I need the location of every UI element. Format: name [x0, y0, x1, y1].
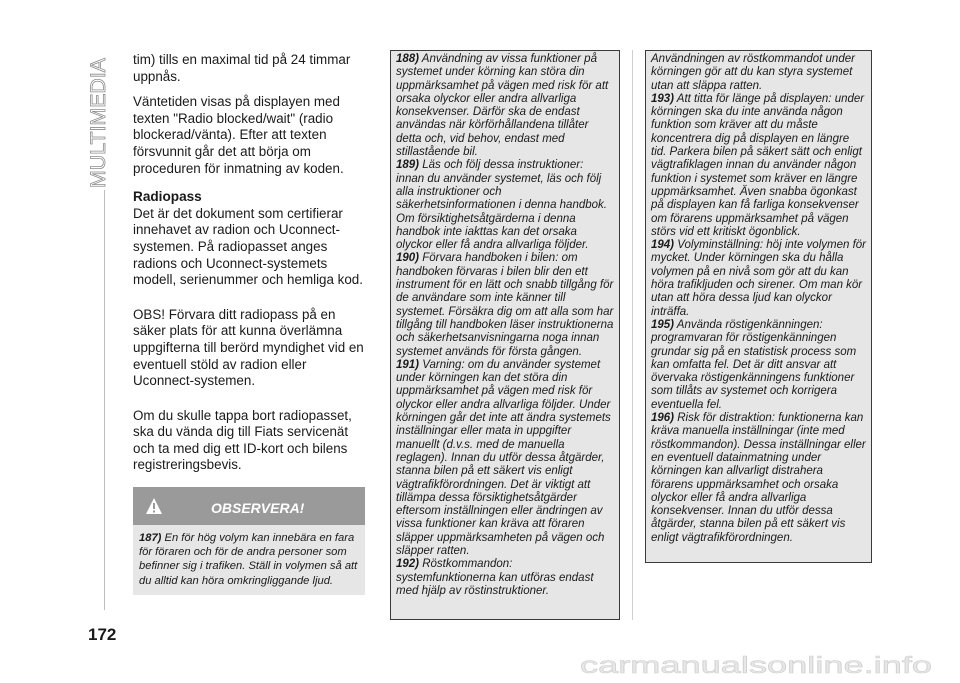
warning-item: [396, 252, 614, 358]
note-body: [139, 531, 363, 588]
warning-text: Använda röstigenkänningen: programvaran för röstigenkänningen grundar sig på en statistisk process som kan omfatta fel. Det är ditt ansvar att övervaka röstigenkänningens funktioner som tillåts av systemet och korrigera eventuella fel.: [651, 318, 857, 411]
warning-text: Att titta för länge på displayen: under körningen ska du inte använda någon funktion som kräver att du måste koncentrera dig på displayen en längre tid. Parkera bilen på säkert sätt och enligt vägtrafiklagen innan du använder någon funktion i systemet som kräver en längre uppmärksamhet. Även snabba ögonkast på displayen kan få farliga konsekvenser om förarens uppmärksamhet på vägen störs vid ett kritiskt ögonblick.: [651, 92, 865, 238]
note-number: 187): [139, 532, 162, 544]
paragraph: Väntetiden visas på displayen med texten "Radio blocked/wait" (radio blockerad/vänta). Efter att texten försvunnit går det att börja om proceduren för inmatning av koden.: [133, 94, 344, 176]
warning-text: Förvara handboken i bilen: om handboken förvaras i bilen blir den ett instrument för en lätt och snabb tillgång för de användare som inte känner till systemet. Försäkra dig om att alla som har tillgång till handboken läser instruktionerna och säkerhetsanvisningarna noga innan systemet används för första gången.: [396, 252, 614, 358]
section-title-text: MULTIMEDIA: [87, 60, 110, 188]
warning-box-1: [390, 50, 620, 620]
warning-icon: [145, 497, 163, 515]
watermark: [580, 652, 935, 678]
paragraph: Det är det dokument som certifierar innehavet av radion och Uconnect-systemen. På radiopasset anges radions och Uconnect-systemets modell, serienummer och hemliga kod.: [133, 205, 363, 288]
column-divider: [632, 50, 633, 620]
page-number: 172: [88, 625, 117, 644]
paragraph: Om du skulle tappa bort radiopasset, ska du vända dig till Fiats servicenät och ta med dig ett ID-kort och bilens registreringsbevis.: [133, 407, 352, 473]
warning-text: Röstkommandon: systemfunktionerna kan utföras endast med hjälp av röstinstruktioner.: [396, 558, 594, 597]
warning-number: 192): [396, 558, 420, 571]
warning-item: [396, 359, 614, 558]
paragraph: OBS! Förvara ditt radiopass på en säker plats för att kunna överlämna uppgifterna till berörd myndighet vid en eventuell stöld av radion eller Uconnect-systemen.: [133, 306, 364, 389]
warning-item: [651, 93, 866, 239]
warning-number: 195): [651, 318, 675, 331]
warning-number: 193): [651, 92, 675, 105]
warning-text: Varning: om du använder systemet under körningen kan det störa din uppmärksamhet på vägen med risk för olyckor eller andra allvarliga följder. Under körningen går det inte att ändra systemets inställningar eller mata in uppgifter manuellt (d.v.s. med de manuella reglagen). Innan du utför dessa åtgärder, stanna bilen på ett säkert vis enligt vägtrafikförordningen. Det är viktigt att tillämpa dessa försiktighetsåtgärder eftersom inställningen eller ändringen av vissa funktioner kan kräva att föraren släpper uppmärksamheten på vägen och släpper ratten.: [396, 358, 611, 557]
warning-text: Volyminställning: höj inte volymen för mycket. Under körningen ska du hålla volymen på en nivå som gör att du kan höra trafikljuden och sirener. Om man kör utan att höra dessa ljud kan olyckor inträffa.: [651, 239, 866, 318]
warning-number: 196): [651, 412, 675, 425]
warning-number: 194): [651, 239, 675, 252]
warning-item: [651, 319, 866, 412]
warning-box-2: [645, 50, 872, 563]
note-text: En för hög volym kan innebära en fara för föraren och för de andra personer som befinner sig i trafiken. Ställ in volymen så att du alltid kan höra omkringliggande ljud.: [139, 532, 358, 587]
warning-number: 190): [396, 252, 420, 265]
text-column-1: [133, 52, 365, 483]
warning-number: 191): [396, 358, 420, 371]
warning-item: [651, 412, 866, 545]
warning-item: [396, 159, 614, 252]
warning-item: [396, 558, 614, 598]
warning-number: 188): [396, 53, 420, 65]
warning-intro: Användningen av röstkommandot under körningen gör att du kan styra systemet utan att släppa ratten.: [651, 53, 855, 92]
note-box: [133, 487, 365, 595]
warning-item: [651, 239, 866, 319]
warning-text: Användning av vissa funktioner på systemet under körning kan störa din uppmärksamhet på vägen med risk för att orsaka olyckor eller andra allvarliga konsekvenser. Därför ska de endast användas när körförhållandena tillåter detta och, vid behov, endast med stillastående bil.: [396, 53, 609, 159]
section-title: [84, 55, 110, 190]
side-divider: [104, 190, 105, 610]
warning-number: 189): [396, 159, 420, 172]
section-heading: Radiopass: [133, 189, 202, 205]
warning-text: Läs och följ dessa instruktioner: innan du använder systemet, läs och följ alla instruktioner och säkerhetsinformationen i denna handbok. Om försiktighetsåtgärderna i denna handbok inte iakttas kan det orsaka olyckor eller få andra allvarliga följder.: [396, 159, 607, 252]
warning-text: Risk för distraktion: funktionerna kan kräva manuella inställningar (inte med röstkommandon). Dessa inställningar eller en eventuell datainmatning under körningen kan allvarligt distrahera förarens uppmärksamhet och orsaka olyckor eller få andra allvarliga konsekvenser. Innan du utför dessa åtgärder, stanna bilen på ett säkert vis enligt vägtrafikförordningen.: [651, 412, 866, 544]
paragraph: tim) tills en maximal tid på 24 timmar uppnås.: [133, 52, 351, 84]
note-title: OBSERVERA!: [211, 500, 305, 516]
watermark-text: carmanualsonline.info: [580, 652, 932, 678]
warning-item: [396, 53, 614, 159]
note-header: [133, 487, 365, 525]
